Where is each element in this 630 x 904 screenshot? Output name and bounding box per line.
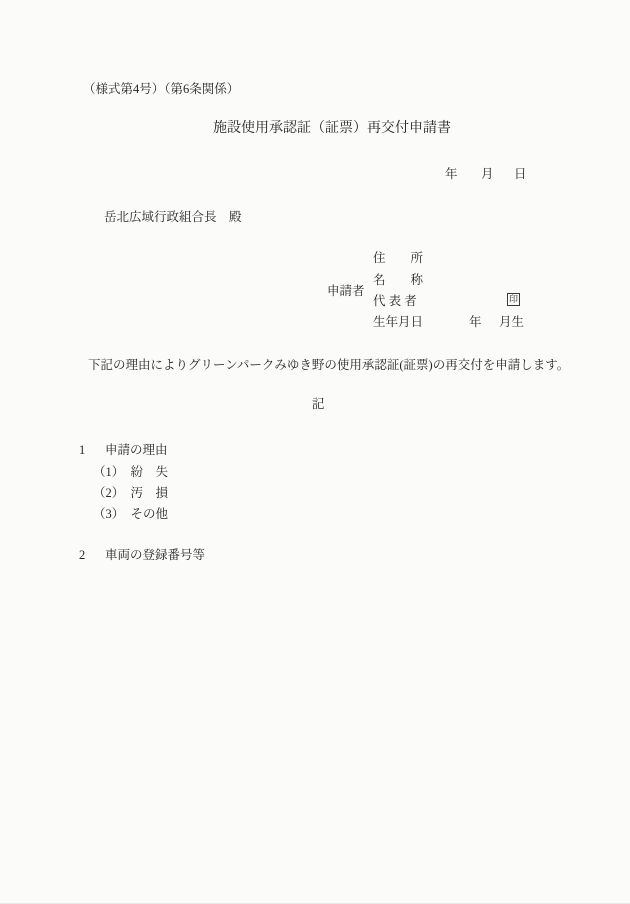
seal-mark-character: 印: [508, 294, 518, 304]
date-day-label: 日: [514, 167, 527, 181]
item-1-subitem-2: （2） 汚 損: [93, 486, 169, 500]
birth-month-suffix: 月生: [499, 315, 525, 329]
addressee: 岳北広域行政組合長 殿: [104, 210, 242, 224]
date-month-label: 月: [481, 167, 494, 181]
item-1-label: 申請の理由: [105, 443, 168, 457]
date-year-label: 年: [445, 167, 458, 181]
item-1-subitem-1: （1） 紛 失: [93, 465, 169, 479]
item-2-number: 2: [79, 548, 86, 562]
applicant-representative-label: 代 表 者: [373, 294, 417, 308]
applicant-label: 申請者: [327, 284, 365, 298]
page-title: 施設使用承認証（証票）再交付申請書: [213, 121, 451, 136]
item-1-number: 1: [79, 443, 86, 457]
seal-mark-icon: [507, 293, 520, 306]
body-sentence: 下記の理由によりグリーンパークみゆき野の使用承認証(証票)の再交付を申請します。: [88, 358, 570, 372]
form-number: （様式第4号）（第6条関係）: [83, 82, 240, 96]
applicant-birthdate-label: 生年月日: [373, 315, 424, 329]
applicant-name-label: 名 称: [373, 273, 424, 287]
record-heading: 記: [312, 397, 325, 411]
item-2-label: 車両の登録番号等: [105, 548, 206, 562]
birth-year-suffix: 年: [469, 315, 482, 329]
item-1-subitem-3: （3） その他: [93, 507, 169, 521]
applicant-address-label: 住 所: [373, 251, 424, 265]
